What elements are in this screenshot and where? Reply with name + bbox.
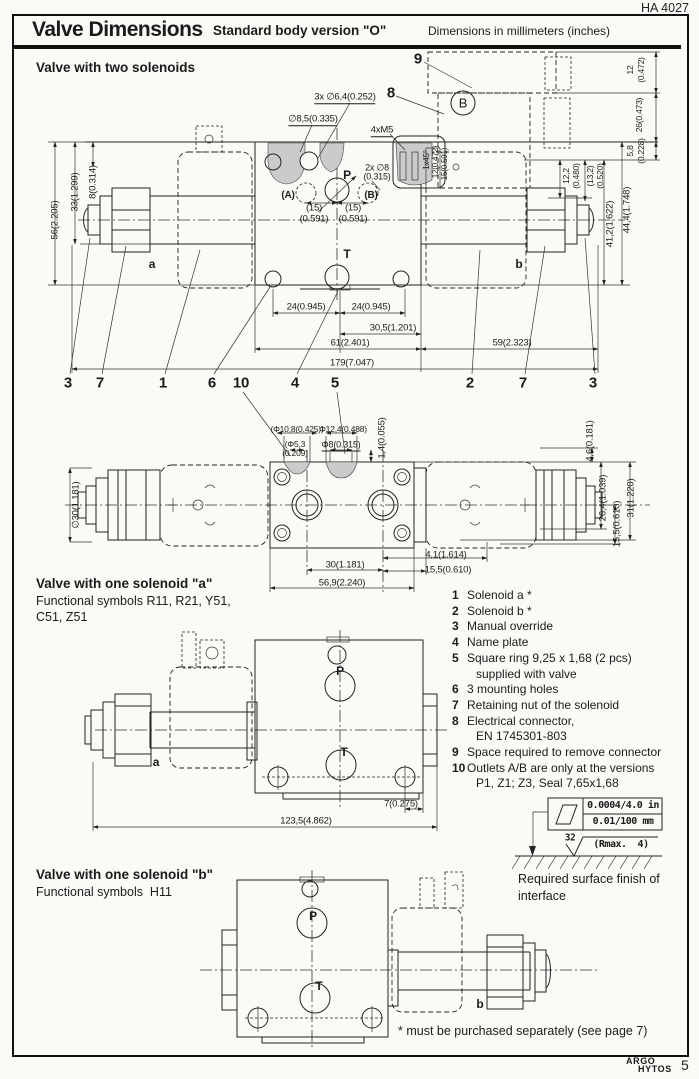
parts-list-item [452, 604, 688, 620]
parts-list-item-text: 3 mounting holes [467, 682, 559, 697]
parts-list-item-text: Manual override [467, 619, 554, 634]
section-solenoid-b-heading: Valve with one solenoid "b" [36, 867, 214, 882]
dim-label: 3 [63, 374, 73, 392]
surface-finish-caption-line1: Required surface finish of [518, 872, 660, 886]
parts-list-item [452, 682, 688, 698]
dim-label: 24(0.945) [286, 301, 326, 313]
parts-list-item [452, 635, 688, 651]
dim-label: (0.480) [570, 163, 581, 189]
dim-label: 44,4(1.748) [621, 186, 633, 234]
parts-list-item [452, 714, 688, 745]
parts-list [452, 588, 688, 792]
dim-label: 5,8 [624, 145, 635, 157]
dim-label: 7(0.275) [384, 798, 418, 810]
dim-label: 1,4(0.055) [376, 417, 388, 459]
dim-label: 123,5(4.862) [280, 815, 332, 827]
dim-label: 9 [413, 50, 423, 68]
parts-list-item [452, 698, 688, 714]
parts-list-item-number: 2 [452, 603, 459, 618]
parts-list-item-number: 1 [452, 588, 459, 602]
dim-label: 30,5(1.201) [369, 322, 417, 334]
parts-list-item-text: Solenoid b * [467, 603, 532, 618]
parts-list-item-text: Retaining nut of the solenoid [467, 697, 620, 712]
dim-label: 179(7.047) [330, 357, 374, 369]
dim-label: 2 [465, 374, 475, 392]
dim-label: 3x ∅6,4(0.252) [314, 91, 376, 103]
dim-label: 8 [386, 84, 396, 102]
dim-label: (0.591) [338, 213, 368, 225]
dim-label: P [343, 168, 351, 182]
parts-list-item-text: Name plate [467, 635, 529, 650]
dim-label: 1x45° [422, 150, 431, 170]
dim-label: 56,9(2.240) [318, 577, 366, 589]
dim-label: (15) [305, 202, 323, 214]
dim-label: (0.520) [594, 163, 605, 189]
dim-label: 7 [518, 374, 528, 392]
parts-list-item-number: 9 [452, 745, 459, 760]
parts-list-item-text: Solenoid a * [467, 588, 532, 602]
dim-label: 5 [330, 374, 340, 392]
dim-label: 12,2 [560, 168, 571, 184]
logo-text-hytos: HYTOS [638, 1064, 672, 1074]
logo-text-argo: ARGO [626, 1056, 656, 1066]
parts-list-item-text: Electrical connector, EN 1745301-803 [467, 713, 575, 744]
dim-label: 4 [290, 374, 300, 392]
dim-label: 15,5(0.610) [424, 564, 472, 576]
dim-label: P [309, 909, 317, 923]
units-note: Dimensions in millimeters (inches) [428, 24, 611, 38]
solenoid-a-symbols-line2: C51, Z51 [36, 610, 88, 624]
dim-label: 8(0.314) [87, 165, 99, 199]
dim-label: (Φ5,3 [284, 438, 306, 449]
solenoid-a-symbols-line1: Functional symbols R11, R21, Y51, [36, 594, 231, 608]
parts-list-item-text: Outlets A/B are only at the versions P1, Z1; Z3, Seal 7,65x1,68 [467, 760, 655, 791]
dim-label: Φ8(0.315) [321, 439, 361, 450]
dim-label: 15(0.591) [440, 147, 449, 181]
dim-label: (A) [281, 190, 295, 201]
dim-label: (Φ10,8(0.425)) [270, 423, 324, 434]
dim-label: 41,2(1.622) [604, 200, 616, 248]
dim-label: 32 [564, 832, 576, 844]
dim-label: b [515, 257, 523, 271]
parts-list-item-text: Space required to remove connector [467, 745, 662, 760]
footnote: * must be purchased separately (see page 7) [398, 1024, 648, 1038]
solenoid-b-symbols: Functional symbols H11 [36, 885, 172, 899]
dim-label: 10 [232, 374, 250, 392]
dim-label: 24(0.945) [351, 301, 391, 313]
dim-label: 15,5(0.610) [611, 500, 623, 548]
parts-list-item [452, 619, 688, 635]
dim-label: Φ12,4(0.488) [319, 423, 367, 434]
dim-label: 3 [588, 374, 598, 392]
page-subtitle: Standard body version "O" [213, 23, 387, 38]
parts-list-item [452, 651, 688, 682]
dim-label: 26,4(1.039) [597, 474, 609, 522]
parts-list-item-number: 6 [452, 682, 459, 697]
parts-list-item-number: 5 [452, 650, 459, 665]
dim-label: (0.591) [299, 213, 329, 225]
dim-label: 33(1.299) [69, 172, 81, 212]
dim-label: (13,2) [584, 165, 595, 187]
dim-label: 4,6(0.181) [584, 420, 596, 462]
dim-label: ∅8,5(0.335) [288, 113, 338, 125]
parts-list-item-number: 3 [452, 619, 459, 634]
dim-label: (0.228) [635, 138, 646, 164]
section-solenoid-a-heading: Valve with one solenoid "a" [36, 576, 213, 591]
parts-list-item-text: Square ring 9,25 x 1,68 (2 pcs) supplied with valve [467, 650, 632, 681]
dim-label: b [476, 997, 484, 1011]
dim-label: 12 [624, 65, 635, 75]
dim-label: a [152, 755, 160, 769]
dim-label: T [340, 745, 348, 759]
dim-label: 12(0.472) [431, 145, 440, 179]
dim-label: a [148, 257, 156, 271]
dim-label: (B) [364, 190, 378, 201]
drawing-top-view [65, 433, 650, 592]
drawing-solenoid-a [85, 630, 450, 831]
dim-label: (0.472) [635, 57, 646, 83]
section-two-solenoids-heading: Valve with two solenoids [36, 60, 196, 75]
dim-label: T [315, 979, 323, 993]
dim-label: 61(2.401) [330, 337, 370, 349]
dim-label: 56(2.205) [49, 200, 61, 240]
dim-label: 4,1(1.614) [425, 549, 467, 561]
dim-label: 59(2.323) [492, 337, 532, 349]
parts-list-item [452, 761, 688, 792]
parts-list-item-number: 8 [452, 713, 459, 728]
dim-label: ∅30(1.181) [70, 481, 82, 529]
argo-hytos-logo [626, 1057, 675, 1073]
dim-label: B [458, 95, 468, 111]
parts-list-item-number: 7 [452, 697, 459, 712]
dim-label: 2x ∅8 [365, 162, 389, 173]
dim-label: 0.0004/4.0 in [587, 800, 659, 811]
surface-finish-symbol [512, 798, 662, 869]
drawing-two-solenoids [48, 52, 660, 459]
parts-list-item [452, 745, 688, 761]
dim-label: 6 [207, 374, 217, 392]
surface-finish-caption-line2: interface [518, 889, 566, 903]
dim-label: (0.315) [363, 171, 391, 182]
dim-label: 31(1.220) [625, 478, 637, 518]
document-code: HA 4027 [641, 1, 689, 15]
dim-label: (Rmax. 4) [593, 839, 649, 850]
parts-list-item-number: 10 [452, 760, 466, 775]
dim-label: 4xM5 [370, 124, 394, 136]
dim-label: 1 [158, 374, 168, 392]
dim-label: 0.01/100 mm [592, 816, 654, 827]
dim-label: (15) [344, 202, 362, 214]
dim-label: T [343, 247, 351, 261]
dim-label: P [336, 664, 344, 678]
parts-list-item-number: 4 [452, 635, 459, 650]
dim-label: 26(0.473) [633, 97, 644, 133]
page-number: 5 [681, 1057, 689, 1073]
dim-label: (0.209) [282, 447, 308, 458]
page-title: Valve Dimensions [32, 18, 203, 41]
dim-label: 30(1.181) [325, 559, 365, 571]
parts-list-item [452, 588, 688, 604]
dim-label: 7 [95, 374, 105, 392]
